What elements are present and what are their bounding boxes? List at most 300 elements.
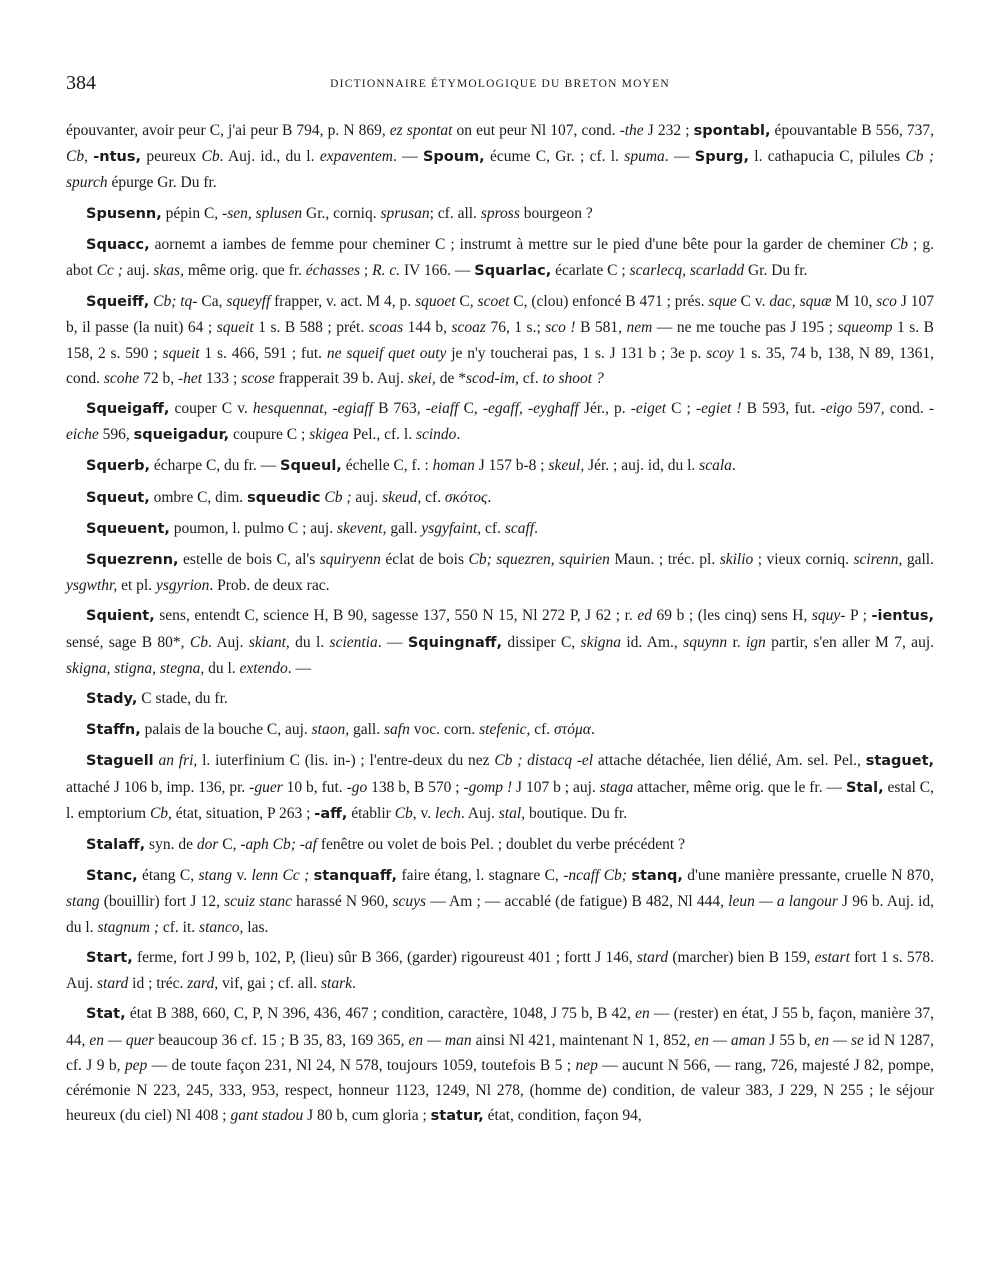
entry-text: boutique. Du fr. [525, 804, 628, 822]
headword: Squeigaff, [86, 401, 170, 418]
entry-text: écarlate C ; [551, 262, 630, 280]
page-number: 384 [66, 72, 96, 94]
italic-form: -guer [249, 778, 283, 796]
italic-form: expaventem [319, 148, 393, 166]
headword: Squeul, [280, 458, 342, 475]
entry-text: ; vieux corniq. [753, 551, 854, 569]
page-header [66, 72, 934, 98]
entry-text: état B 388, 660, C, P, N 396, 436, 467 ; condition, caractère, 1048, J 75 b, B 42, [125, 1005, 636, 1023]
entry-text: voc. corn. [409, 721, 480, 739]
entry-text: attache détachée, lien délié, Am. sel. Pel., [593, 752, 866, 770]
dictionary-entry [66, 945, 934, 996]
entry-text: . — [377, 633, 408, 651]
italic-form: échasses [305, 262, 361, 280]
entry-text: J 107 b, il passe (la nuit) 64 ; [66, 293, 934, 337]
italic-form: ez spontat [389, 122, 453, 139]
italic-form: scientia [329, 633, 378, 651]
italic-form: scuiz stanc [224, 893, 292, 911]
entry-text: Maun. ; tréc. pl. [609, 551, 720, 569]
italic-form: R. c. [372, 262, 401, 280]
italic-form: squiryenn [319, 551, 381, 569]
entry-text: . [590, 721, 595, 739]
entry-text: du l. [204, 659, 240, 677]
italic-form: to shoot ? [542, 369, 604, 387]
italic-form: sprusan [380, 204, 430, 222]
italic-form: ysgyfaint, [421, 519, 482, 537]
italic-form: squoet [415, 293, 456, 311]
entry-text: éclat de bois [380, 551, 469, 569]
italic-form: stagnum ; [97, 918, 160, 936]
italic-form: ysgwthr, [66, 577, 118, 595]
entry-text: . Auj. [460, 804, 499, 822]
entry-text: 1 s. 35, 74 b, 138, N 89, 1361, cond. [66, 344, 935, 387]
dictionary-entry [66, 289, 934, 391]
italic-form: dac, squæ [769, 293, 832, 311]
entry-text: d'une manière pressante, cruelle N 870, [682, 867, 935, 885]
italic-form: scose [241, 369, 275, 387]
italic-form: scoet [477, 293, 510, 311]
entry-text: J 96 b. Auj. id, du l. [66, 893, 935, 936]
entry-text: id ; tréc. [128, 975, 188, 993]
dictionary-body [66, 118, 934, 1134]
entry-text: , [84, 148, 94, 166]
entry-text: . [534, 519, 538, 537]
entry-text: J 157 b-8 ; [474, 457, 549, 475]
italic-form: stard [97, 975, 129, 993]
headword: Staguell [86, 753, 154, 770]
entry-text: . [456, 426, 461, 444]
entry-text: même orig. que fr. [183, 262, 306, 280]
italic-form: scoaz [451, 319, 486, 337]
entry-text: coupure C ; [229, 426, 310, 444]
entry-text: palais de la bouche C, auj. [140, 721, 312, 739]
italic-form: Cb ; [324, 488, 352, 506]
italic-form: stark [321, 975, 353, 993]
entry-text: étang C, [137, 867, 199, 885]
italic-form: squeyff [226, 293, 271, 311]
italic-form: -egiet ! [695, 400, 742, 418]
italic-form: σκότος [444, 488, 488, 506]
headword: Spoum, [422, 149, 485, 166]
dictionary-entry [66, 232, 934, 284]
italic-form: en — se [814, 1031, 864, 1049]
italic-form: skigea [309, 426, 349, 444]
entry-text: C stade, du fr. [137, 690, 228, 708]
entry-text: 596, [98, 426, 134, 444]
italic-form: Cc ; [96, 262, 123, 280]
italic-form: lenn Cc ; [251, 867, 310, 885]
italic-form: en — aman [694, 1031, 766, 1049]
entry-text: Jér. ; auj. id, du l. [584, 457, 700, 475]
italic-form: stefenic, [479, 721, 531, 739]
italic-form: -het [177, 369, 203, 387]
entry-text: C, [458, 400, 483, 418]
italic-form: -eiaff [425, 400, 459, 418]
italic-form: skevent, [336, 519, 387, 537]
entry-text: l. cathapucia C, pilules [748, 148, 906, 166]
headword: Stady, [86, 691, 138, 708]
entry-text: C v. [736, 293, 770, 311]
dictionary-entry [66, 547, 934, 598]
italic-form: staon, [311, 721, 350, 739]
italic-form: safn [383, 721, 410, 739]
italic-form: extendo [239, 659, 288, 677]
italic-form: scuys [392, 893, 427, 911]
entry-text: bourgeon ? [519, 204, 593, 222]
entry-text: B 581, [575, 319, 627, 337]
entry-text: . Prob. de deux rac. [209, 577, 330, 595]
headword: Squingnaff, [407, 634, 503, 651]
entry-text: r. [727, 633, 746, 651]
italic-form: nem [626, 319, 653, 337]
entry-text: Pel., cf. l. [348, 426, 416, 444]
headword: -aff, [314, 805, 348, 822]
headword: Stanc, [86, 868, 138, 885]
italic-form: scirenn, [853, 551, 903, 569]
entry-text: et pl. [117, 577, 156, 595]
entry-text: ferme, fort J 99 b, 102, P, (lieu) sûr B 366, (garder) rigoureust 401 ; fortt J 146, [132, 948, 637, 966]
entry-text: cf. [530, 721, 555, 739]
entry-text: 69 b ; (les cinq) sens H, [652, 607, 812, 625]
entry-text: — ne me touche pas J 195 ; [652, 319, 838, 337]
headword: squeudic [247, 489, 321, 506]
entry-text: gall. [902, 551, 934, 569]
entry-text: id. Am., [621, 633, 684, 651]
entry-text: gall. [386, 519, 422, 537]
entry-text: C, [455, 293, 478, 311]
entry-text: Gr., corniq. [302, 204, 381, 222]
dictionary-entry [66, 603, 934, 681]
headword: Squeuent, [86, 520, 170, 537]
headword: Staffn, [86, 722, 141, 739]
italic-form: skiant, [248, 633, 290, 651]
italic-form: ne squeif quet outy [326, 344, 447, 362]
dictionary-entry [66, 201, 934, 227]
italic-form: Cb [149, 804, 169, 822]
entry-text: écume C, Gr. ; cf. l. [484, 148, 625, 166]
entry-text: Ca, [197, 293, 227, 311]
headword: Stal, [845, 779, 884, 796]
italic-form: Cb [189, 633, 208, 651]
entry-text: , v. [412, 804, 436, 822]
italic-form: zard, [187, 975, 219, 993]
italic-form: Cb; squezren, squirien [468, 551, 610, 569]
italic-form: Cb ; spurch [66, 148, 935, 192]
entry-text: . [487, 488, 492, 506]
headword: Spurg, [694, 149, 749, 166]
italic-form: stard [636, 948, 669, 966]
italic-form: an fri, [158, 752, 198, 770]
entry-text: syn. de [145, 836, 197, 854]
italic-form: skeud, [382, 488, 422, 506]
entry-text: . — [287, 659, 311, 677]
entry-text: peureux [141, 148, 202, 166]
entry-text: l. iuterfinium C (lis. in-) ; l'entre-deux du nez [197, 752, 495, 770]
headword: Squezrenn, [86, 552, 179, 569]
headword: Start, [86, 949, 133, 966]
italic-form: gant stadou [230, 1107, 304, 1125]
entry-text: vif, gai ; cf. all. [218, 975, 322, 993]
dictionary-entry [66, 396, 934, 448]
italic-form: leun — a langour [728, 893, 838, 911]
entry-text: J 55 b, [765, 1031, 815, 1049]
headword: Stalaff, [86, 837, 146, 854]
entry-text: attacher, même orig. que le fr. — [633, 778, 846, 796]
italic-form: ign [746, 633, 766, 651]
entry-text: 144 b, [403, 319, 452, 337]
entry-text: on eut peur Nl 107, cond. [452, 122, 620, 139]
entry-text: . — [664, 148, 695, 166]
entry-text: . Auj. id., du l. [219, 148, 320, 166]
italic-form: lech [435, 804, 461, 822]
entry-text: 133 ; [202, 369, 242, 387]
entry-text: J 80 b, cum gloria ; [303, 1107, 431, 1125]
entry-text: B 593, fut. [741, 400, 821, 418]
italic-form: stang [66, 893, 100, 911]
entry-text: faire étang, l. stagnare C, [397, 867, 564, 885]
italic-form: squy- [811, 607, 846, 625]
headword: Squeut, [86, 489, 150, 506]
italic-form: -egaff, -eyghaff [482, 400, 579, 418]
headword: stanquaff, [313, 868, 398, 885]
headword: statur, [430, 1108, 484, 1125]
entry-text: fort 1 s. 578. Auj. [66, 948, 934, 993]
dictionary-entry [66, 717, 934, 743]
headword: spontabl, [693, 123, 771, 139]
entry-text: épouvantable B 556, 737, [770, 122, 935, 139]
italic-form: -ncaff Cb; [563, 867, 627, 885]
entry-text: M 10, [831, 293, 877, 311]
italic-form: stal, [498, 804, 526, 822]
entry-text: 10 b, fut. [282, 778, 347, 796]
entry-text: P ; [845, 607, 872, 625]
headword: Stat, [86, 1006, 126, 1023]
italic-form: staga [599, 778, 634, 796]
entry-text: cf. [518, 369, 543, 387]
entry-text: ; cf. all. [429, 204, 481, 222]
italic-form: sco ! [545, 319, 576, 337]
entry-text: . — [392, 148, 423, 166]
entry-text: estelle de bois C, al's [178, 551, 320, 569]
headword: Squarlac, [474, 263, 552, 280]
entry-text: état, condition, façon 94, [483, 1107, 642, 1125]
entry-text: J 232 ; [643, 122, 694, 139]
entry-text: las. [243, 918, 269, 936]
italic-form: ysgyrion [156, 577, 210, 595]
headword: staguet, [865, 753, 935, 770]
italic-form: sco [876, 293, 897, 311]
dictionary-entry [66, 832, 934, 858]
italic-form: -aph Cb; -af [240, 836, 317, 854]
italic-form: en — quer [89, 1031, 155, 1049]
entry-text: v. [232, 867, 252, 885]
dictionary-entry [66, 748, 934, 827]
dictionary-entry [66, 516, 934, 542]
entry-text: du l. [289, 633, 330, 651]
italic-form: pep [124, 1056, 148, 1074]
italic-form: scoas [368, 319, 404, 337]
entry-text: sens, entendt C, science H, B 90, sagesse 137, 550 N 15, Nl 272 P, J 62 ; r. [154, 607, 638, 625]
headword: Squerb, [86, 458, 151, 475]
entry-text: sensé, sage B 80*, [66, 633, 190, 651]
entry-text: établir [347, 804, 395, 822]
italic-form: -sen, splusen [222, 204, 303, 222]
dictionary-entry [66, 863, 934, 940]
italic-form: scindo [415, 426, 457, 444]
entry-text: aornemt a iambes de femme pour cheminer C ; instrumt à mettre sur le pied d'une bête pour la garder de cheminer [149, 235, 890, 253]
entry-text: B 763, [372, 400, 426, 418]
entry-text: , état, situation, P 263 ; [168, 804, 315, 822]
italic-form: homan [432, 457, 475, 475]
dictionary-entry [66, 453, 934, 479]
italic-form: Cb [66, 148, 85, 166]
entry-text: J 107 b ; auj. [512, 778, 600, 796]
italic-form: -gomp ! [463, 778, 513, 796]
headword: -ientus, [871, 608, 934, 625]
italic-form: stanco, [199, 918, 244, 936]
italic-form: -eiget [630, 400, 667, 418]
entry-text: Jér., p. [578, 400, 631, 418]
italic-form: Cb [394, 804, 413, 822]
entry-text: ainsi Nl 421, maintenant N 1, 852, [471, 1031, 695, 1049]
italic-form: scala [699, 457, 732, 475]
entry-text: je n'y toucherai pas, 1 s. J 131 b ; 3e p. [446, 344, 707, 362]
italic-form: skeul, [548, 457, 585, 475]
italic-form: scod-im, [465, 369, 519, 387]
headword: stanq, [631, 868, 683, 885]
entry-text: harassé N 960, [291, 893, 393, 911]
italic-form: nep [575, 1056, 598, 1074]
dictionary-entry [66, 118, 934, 196]
entry-text: ; g. abot [66, 235, 934, 280]
italic-form: skilio [719, 551, 754, 569]
headword: Spusenn, [86, 205, 162, 222]
entry-text: — Am ; — accablé (de fatigue) B 482, Nl 444, [426, 893, 729, 911]
entry-text: . [731, 457, 736, 475]
entry-text: id N 1287, cf. J 9 b, [66, 1031, 935, 1074]
dictionary-entry [66, 686, 934, 712]
italic-form: en — man [408, 1031, 472, 1049]
headword: Squeiff, [86, 294, 150, 311]
italic-form: dor [196, 836, 219, 854]
italic-form: skigna, stigna, stegna, [66, 659, 205, 677]
italic-form: skigna [580, 633, 622, 651]
entry-text: C ; [666, 400, 696, 418]
italic-form: squeit [216, 319, 254, 337]
running-title: DICTIONNAIRE ÉTYMOLOGIQUE DU BRETON MOYEN [330, 78, 670, 90]
italic-form: ed [637, 607, 652, 625]
dictionary-entry [66, 485, 934, 511]
entry-text: échelle C, f. : [341, 457, 433, 475]
italic-form: -eiche [66, 400, 935, 444]
headword: Squacc, [86, 236, 150, 253]
entry-text: 76, 1 s.; [485, 319, 546, 337]
italic-form: skas, [153, 262, 184, 280]
entry-text: (marcher) bien B 159, [668, 948, 815, 966]
entry-text: 1 s. B 588 ; prét. [253, 319, 369, 337]
italic-form: scohe [103, 369, 140, 387]
italic-form: -eigo [820, 400, 853, 418]
entry-text: poumon, l. pulmo C ; auj. [169, 519, 337, 537]
headword: -ntus, [93, 149, 142, 166]
italic-form: squynn [683, 633, 728, 651]
entry-text: épurge Gr. Du fr. [107, 174, 217, 192]
entry-text: cf. it. [159, 918, 200, 936]
italic-form: στόμα [554, 721, 591, 739]
italic-form: en [635, 1005, 650, 1023]
dictionary-entry [66, 1001, 934, 1129]
entry-text: gall. [349, 721, 384, 739]
entry-text: écharpe C, du fr. — [150, 457, 281, 475]
entry-text: C, (clou) enfoncé B 471 ; prés. [509, 293, 709, 311]
entry-text: fenêtre ou volet de bois Pel. ; doublet du verbe précédent ? [317, 836, 685, 854]
entry-text: 1 s. 466, 591 ; fut. [199, 344, 327, 362]
italic-form: skei, [407, 369, 436, 387]
entry-text: — (rester) en état, J 55 b, façon, manière 37, 44, [66, 1005, 934, 1049]
italic-form: stang [198, 867, 233, 885]
entry-text: 597, cond. [852, 400, 929, 418]
italic-form: spuma [624, 148, 665, 166]
italic-form: sque [708, 293, 737, 311]
entry-text: — aucunt N 566, — rang, 726, majesté J 82, pompe, cérémonie N 223, 245, 333, 953, respect, honneur 1123, 1249, Nl 278, (homme de) condition, de valeur 383, J 229, N 255 ; le séjour heureux (du ciel) Nl 408 ; [66, 1056, 935, 1125]
italic-form: Cb ; distacq -el [494, 752, 594, 770]
entry-text: 138 b, B 570 ; [367, 778, 464, 796]
entry-text: 72 b, [139, 369, 178, 387]
entry-text: pépin C, [161, 204, 223, 222]
italic-form: -go [346, 778, 368, 796]
entry-text: dissiper C, [502, 633, 581, 651]
italic-form: squeit [162, 344, 200, 362]
italic-form: hesquennat, -egiaff [252, 400, 373, 418]
entry-text: auj. [122, 262, 154, 280]
entry-text: frapper, v. act. M 4, p. [270, 293, 416, 311]
entry-text: Gr. Du fr. [744, 262, 808, 280]
entry-text: auj. [351, 488, 383, 506]
entry-text: épouvanter, avoir peur C, j'ai peur B 794, p. N 869, [66, 122, 390, 139]
entry-text: beaucoup 36 cf. 15 ; B 35, 83, 169 365, [154, 1031, 409, 1049]
entry-text: IV 166. — [400, 262, 475, 280]
italic-form: scoy [706, 344, 734, 362]
entry-text: ; [360, 262, 373, 280]
italic-form: Cb; tq- [153, 293, 198, 311]
italic-form: scaff [504, 519, 535, 537]
headword: Squient, [86, 608, 155, 625]
headword: squeigadur, [133, 427, 230, 444]
entry-text: cf. [481, 519, 505, 537]
entry-text: couper C v. [169, 400, 253, 418]
entry-text: estal C, l. emptorium [66, 778, 935, 822]
entry-text: — de toute façon 231, Nl 24, N 578, toujours 1059, toutefois B 5 ; [147, 1056, 576, 1074]
entry-text: (bouillir) fort J 12, [99, 893, 225, 911]
entry-text: 1 s. B 158, 2 s. 590 ; [66, 319, 935, 362]
italic-form: Cb [201, 148, 220, 166]
italic-form: squeomp [837, 319, 893, 337]
entry-text: ombre C, dim. [149, 488, 248, 506]
italic-form: -the [619, 122, 644, 139]
entry-text: attaché J 106 b, imp. 136, pr. [66, 778, 250, 796]
entry-text: . Auj. [207, 633, 249, 651]
entry-text: C, [218, 836, 241, 854]
italic-form: Cb [889, 235, 909, 253]
entry-text: partir, s'en aller M 7, auj. [765, 633, 934, 651]
entry-text: de * [435, 369, 466, 387]
italic-form: spross [480, 204, 520, 222]
entry-text: frapperait 39 b. Auj. [274, 369, 408, 387]
italic-form: scarlecq, scarladd [629, 262, 745, 280]
entry-text: cf. [421, 488, 445, 506]
entry-text: . [352, 975, 356, 993]
italic-form: estart [814, 948, 850, 966]
